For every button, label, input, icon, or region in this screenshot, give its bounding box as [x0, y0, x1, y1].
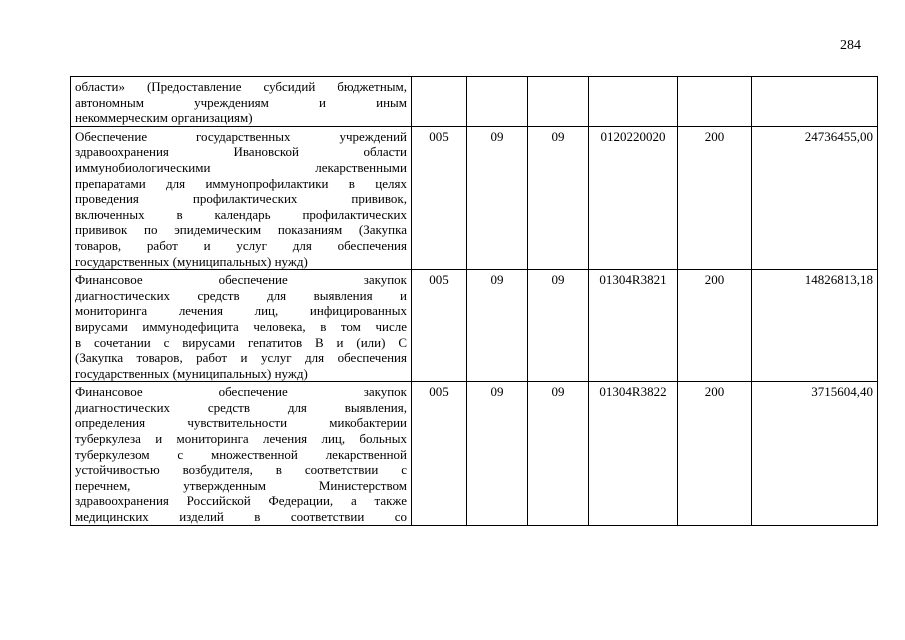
description-line: области» (Предоставление субсидий бюджетным, — [75, 79, 407, 94]
section-code-cell: 09 — [467, 270, 528, 382]
row-description — [71, 77, 412, 127]
description-line: (Закупка товаров, работ и услуг для обеспечения — [75, 350, 407, 366]
description-line: здравоохранения Ивановской области — [75, 144, 407, 160]
subsection-code-cell: 09 — [528, 270, 589, 382]
description-line: медицинских изделий в соответствии со — [75, 509, 407, 525]
description-line: проведения профилактических прививок, — [75, 191, 407, 207]
section-code-cell: 09 — [467, 126, 528, 269]
amount-cell: 14826813,18 — [752, 270, 878, 382]
table-row — [71, 270, 878, 382]
description-line: определения чувствительности микобактерии — [75, 415, 407, 431]
description-line: перечнем, утвержденным Министерством — [75, 477, 407, 493]
table-body — [71, 77, 878, 526]
description-line: некоммерческим организациям) — [75, 110, 253, 126]
ministry-code-cell: 005 — [412, 270, 467, 382]
ministry-code-cell — [412, 77, 467, 127]
table-row — [71, 126, 878, 269]
row-description — [71, 126, 412, 269]
subsection-code-cell: 09 — [528, 382, 589, 525]
description-line: товаров, работ и услуг для обеспечения — [75, 237, 407, 253]
page-number: 284 — [840, 38, 861, 53]
expense-type-cell: 200 — [678, 270, 752, 382]
description-line: диагностических средств для выявления и — [75, 287, 407, 303]
description-line: прививок по эпидемическим показаниям (Закупка — [75, 222, 407, 238]
description-line: Финансовое обеспечение закупок — [75, 272, 407, 288]
description-line: автономным учреждениям и иным — [75, 94, 407, 110]
row-description — [71, 270, 412, 382]
description-line: Финансовое обеспечение закупок — [75, 384, 407, 400]
description-line: диагностических средств для выявления, — [75, 399, 407, 415]
section-code-cell: 09 — [467, 382, 528, 525]
description-line: Обеспечение государственных учреждений — [75, 128, 407, 144]
description-line: государственных (муниципальных) нужд) — [75, 253, 308, 269]
expense-type-cell — [678, 77, 752, 127]
description-line: в сочетании с вирусами гепатитов B и (или) C — [75, 334, 407, 350]
ministry-code-cell: 005 — [412, 126, 467, 269]
description-line: включенных в календарь профилактических — [75, 206, 407, 222]
description-line: туберкулеза и мониторинга лечения лиц, больных — [75, 431, 407, 447]
subsection-code-cell: 09 — [528, 126, 589, 269]
subsection-code-cell — [528, 77, 589, 127]
description-line: здравоохранения Российской Федерации, а также — [75, 493, 407, 509]
ministry-code-cell: 005 — [412, 382, 467, 525]
expense-type-cell: 200 — [678, 382, 752, 525]
description-line: государственных (муниципальных) нужд) — [75, 365, 308, 381]
amount-cell: 24736455,00 — [752, 126, 878, 269]
table-row — [71, 77, 878, 127]
target-article-cell: 0120220020 — [589, 126, 678, 269]
section-code-cell — [467, 77, 528, 127]
description-line: туберкулезом с множественной лекарственной — [75, 446, 407, 462]
target-article-cell — [589, 77, 678, 127]
amount-cell: 3715604,40 — [752, 382, 878, 525]
row-description — [71, 382, 412, 525]
description-line: вирусами иммунодефицита человека, в том числе — [75, 318, 407, 334]
amount-cell — [752, 77, 878, 127]
table-row — [71, 382, 878, 525]
expense-type-cell: 200 — [678, 126, 752, 269]
budget-table — [70, 76, 878, 526]
target-article-cell: 01304R3821 — [589, 270, 678, 382]
description-line: мониторинга лечения лиц, инфицированных — [75, 303, 407, 319]
description-line: иммунобиологическими лекарственными — [75, 159, 407, 175]
description-line: устойчивостью возбудителя, в соответствии с — [75, 462, 407, 478]
target-article-cell: 01304R3822 — [589, 382, 678, 525]
description-line: препаратами для иммунопрофилактики в целях — [75, 175, 407, 191]
